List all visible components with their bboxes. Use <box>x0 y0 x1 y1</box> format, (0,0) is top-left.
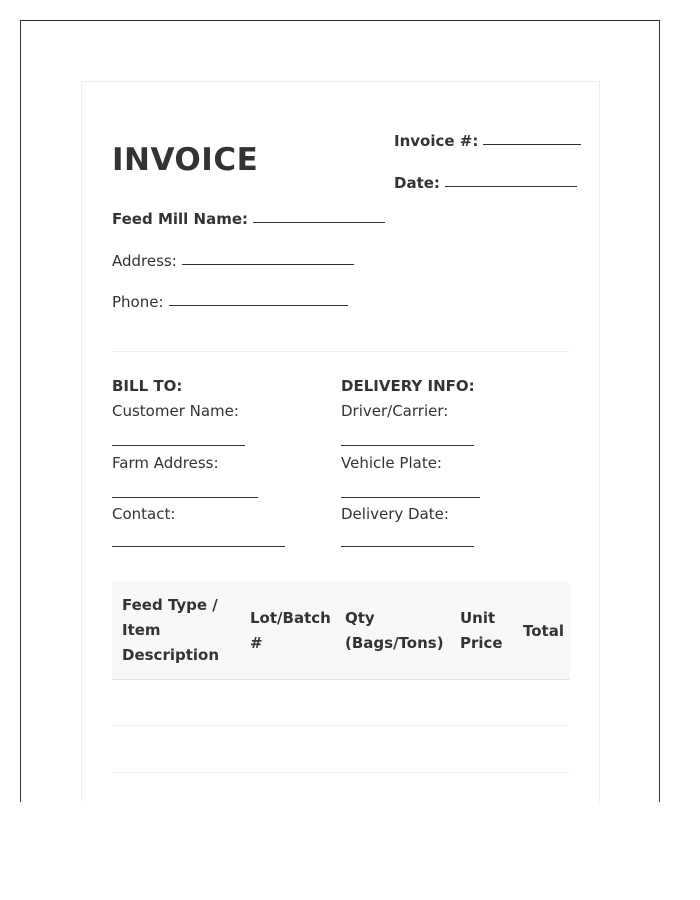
farm-address-label: Farm Address: <box>112 454 219 472</box>
customer-name-blank[interactable] <box>112 445 245 446</box>
mill-name-field <box>112 210 385 228</box>
column-header-qty: Qty (Bags/Tons) <box>345 609 444 652</box>
delivery-date-blank[interactable] <box>341 546 474 547</box>
mill-name-blank[interactable] <box>253 221 385 223</box>
column-header-description: Feed Type / Item Description <box>122 596 220 664</box>
invoice-title: INVOICE <box>112 142 259 178</box>
section-divider <box>112 351 570 352</box>
items-table-header <box>112 582 570 680</box>
customer-name-label: Customer Name: <box>112 402 239 420</box>
invoice-number-field <box>394 132 581 150</box>
delivery-date-label: Delivery Date: <box>341 505 449 523</box>
phone-label: Phone: <box>112 293 164 311</box>
table-row[interactable] <box>112 772 570 773</box>
date-field <box>394 174 577 192</box>
vehicle-plate-blank[interactable] <box>341 497 480 498</box>
date-blank[interactable] <box>445 185 577 187</box>
invoice-number-blank[interactable] <box>483 143 581 145</box>
bill-to-heading: BILL TO: <box>112 377 183 395</box>
column-header-lot-batch: Lot/Batch # <box>250 609 331 652</box>
column-header-unit-price: Unit Price <box>460 609 503 652</box>
table-row[interactable] <box>112 725 570 726</box>
driver-blank[interactable] <box>341 445 474 446</box>
driver-label: Driver/Carrier: <box>341 402 449 420</box>
contact-label: Contact: <box>112 505 176 523</box>
address-blank[interactable] <box>182 263 354 265</box>
phone-blank[interactable] <box>169 304 348 306</box>
date-label: Date: <box>394 174 440 192</box>
farm-address-blank[interactable] <box>112 497 258 498</box>
contact-blank[interactable] <box>112 546 285 547</box>
invoice-number-label: Invoice #: <box>394 132 479 150</box>
mill-name-label: Feed Mill Name: <box>112 210 248 228</box>
vehicle-plate-label: Vehicle Plate: <box>341 454 442 472</box>
address-label: Address: <box>112 252 177 270</box>
address-field <box>112 252 354 270</box>
delivery-info-heading: DELIVERY INFO: <box>341 377 475 395</box>
column-header-total: Total <box>523 622 564 640</box>
phone-field <box>112 293 348 311</box>
